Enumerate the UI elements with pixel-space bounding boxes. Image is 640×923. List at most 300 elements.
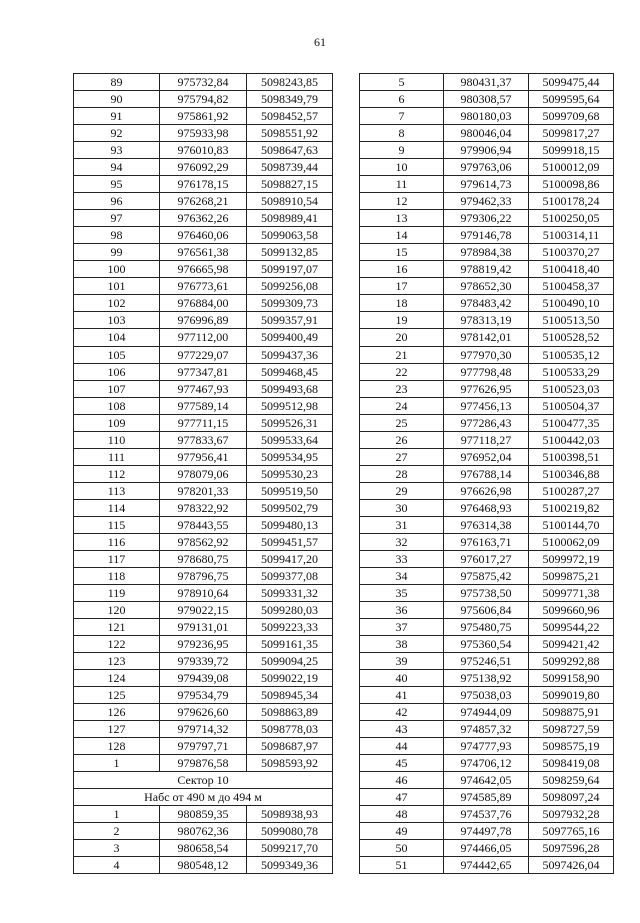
section-header-row bbox=[74, 772, 333, 789]
y-coordinate-cell: 5098739,44 bbox=[247, 159, 333, 176]
x-coordinate-cell: 977956,41 bbox=[160, 448, 247, 465]
point-number-cell: 123 bbox=[74, 653, 160, 670]
x-coordinate-cell: 974497,78 bbox=[444, 823, 529, 840]
y-coordinate-cell: 5098875,91 bbox=[529, 704, 614, 721]
table-row bbox=[360, 670, 614, 687]
y-coordinate-cell: 5100533,29 bbox=[529, 363, 614, 380]
x-coordinate-cell: 976010,83 bbox=[160, 142, 247, 159]
x-coordinate-cell: 975038,03 bbox=[444, 687, 529, 704]
point-number-cell: 102 bbox=[74, 295, 160, 312]
y-coordinate-cell: 5098687,97 bbox=[247, 738, 333, 755]
table-row bbox=[360, 619, 614, 636]
table-row bbox=[360, 584, 614, 601]
y-coordinate-cell: 5099972,19 bbox=[529, 550, 614, 567]
y-coordinate-cell: 5098551,92 bbox=[247, 125, 333, 142]
table-row bbox=[74, 380, 333, 397]
x-coordinate-cell: 974442,65 bbox=[444, 857, 529, 874]
x-coordinate-cell: 977229,07 bbox=[160, 346, 247, 363]
table-row bbox=[74, 840, 333, 857]
table-row bbox=[360, 823, 614, 840]
x-coordinate-cell: 977456,13 bbox=[444, 397, 529, 414]
x-coordinate-cell: 978680,75 bbox=[160, 550, 247, 567]
table-row bbox=[360, 74, 614, 91]
point-number-cell: 97 bbox=[74, 210, 160, 227]
table-row bbox=[74, 653, 333, 670]
table-row bbox=[74, 210, 333, 227]
point-number-cell: 110 bbox=[74, 431, 160, 448]
point-number-cell: 46 bbox=[360, 772, 444, 789]
table-row bbox=[360, 261, 614, 278]
point-number-cell: 116 bbox=[74, 533, 160, 550]
x-coordinate-cell: 979876,58 bbox=[160, 755, 247, 772]
x-coordinate-cell: 980180,03 bbox=[444, 108, 529, 125]
point-number-cell: 95 bbox=[74, 176, 160, 193]
x-coordinate-cell: 974706,12 bbox=[444, 755, 529, 772]
x-coordinate-cell: 980658,54 bbox=[160, 840, 247, 857]
x-coordinate-cell: 976884,00 bbox=[160, 295, 247, 312]
y-coordinate-cell: 5099875,21 bbox=[529, 567, 614, 584]
table-row bbox=[360, 857, 614, 874]
y-coordinate-cell: 5100370,27 bbox=[529, 244, 614, 261]
x-coordinate-cell: 975875,42 bbox=[444, 567, 529, 584]
point-number-cell: 38 bbox=[360, 636, 444, 653]
y-coordinate-cell: 5100314,11 bbox=[529, 227, 614, 244]
point-number-cell: 107 bbox=[74, 380, 160, 397]
page-number: 61 bbox=[314, 35, 326, 49]
y-coordinate-cell: 5100250,05 bbox=[529, 210, 614, 227]
point-number-cell: 24 bbox=[360, 397, 444, 414]
y-coordinate-cell: 5099493,68 bbox=[247, 380, 333, 397]
y-coordinate-cell: 5099595,64 bbox=[529, 91, 614, 108]
x-coordinate-cell: 978483,42 bbox=[444, 295, 529, 312]
x-coordinate-cell: 977112,00 bbox=[160, 329, 247, 346]
point-number-cell: 35 bbox=[360, 584, 444, 601]
point-number-cell: 50 bbox=[360, 840, 444, 857]
x-coordinate-cell: 974944,09 bbox=[444, 704, 529, 721]
table-row bbox=[74, 431, 333, 448]
x-coordinate-cell: 979763,06 bbox=[444, 159, 529, 176]
table-row bbox=[74, 159, 333, 176]
point-number-cell: 96 bbox=[74, 193, 160, 210]
y-coordinate-cell: 5099660,96 bbox=[529, 601, 614, 618]
y-coordinate-cell: 5099437,36 bbox=[247, 346, 333, 363]
x-coordinate-cell: 979534,79 bbox=[160, 687, 247, 704]
point-number-cell: 1 bbox=[74, 806, 160, 823]
x-coordinate-cell: 977711,15 bbox=[160, 414, 247, 431]
x-coordinate-cell: 976092,29 bbox=[160, 159, 247, 176]
point-number-cell: 37 bbox=[360, 619, 444, 636]
x-coordinate-cell: 974857,32 bbox=[444, 721, 529, 738]
table-row bbox=[74, 261, 333, 278]
table-row bbox=[74, 465, 333, 482]
y-coordinate-cell: 5097596,28 bbox=[529, 840, 614, 857]
y-coordinate-cell: 5100287,27 bbox=[529, 482, 614, 499]
y-coordinate-cell: 5099526,31 bbox=[247, 414, 333, 431]
x-coordinate-cell: 977626,95 bbox=[444, 380, 529, 397]
y-coordinate-cell: 5098727,59 bbox=[529, 721, 614, 738]
x-coordinate-cell: 980046,04 bbox=[444, 125, 529, 142]
y-coordinate-cell: 5098575,19 bbox=[529, 738, 614, 755]
y-coordinate-cell: 5099309,73 bbox=[247, 295, 333, 312]
table-row bbox=[74, 414, 333, 431]
x-coordinate-cell: 974777,93 bbox=[444, 738, 529, 755]
x-coordinate-cell: 977347,81 bbox=[160, 363, 247, 380]
y-coordinate-cell: 5099519,50 bbox=[247, 482, 333, 499]
table-row bbox=[74, 448, 333, 465]
y-coordinate-cell: 5100144,70 bbox=[529, 516, 614, 533]
table-row bbox=[360, 499, 614, 516]
table-row bbox=[74, 670, 333, 687]
y-coordinate-cell: 5097765,16 bbox=[529, 823, 614, 840]
table-row bbox=[360, 465, 614, 482]
x-coordinate-cell: 978322,92 bbox=[160, 499, 247, 516]
table-row bbox=[74, 567, 333, 584]
table-row bbox=[74, 687, 333, 704]
table-row bbox=[74, 74, 333, 91]
y-coordinate-cell: 5099417,20 bbox=[247, 550, 333, 567]
x-coordinate-cell: 978142,01 bbox=[444, 329, 529, 346]
table-row bbox=[360, 278, 614, 295]
table-row bbox=[74, 738, 333, 755]
x-coordinate-cell: 977118,27 bbox=[444, 431, 529, 448]
y-coordinate-cell: 5099022,19 bbox=[247, 670, 333, 687]
y-coordinate-cell: 5100490,10 bbox=[529, 295, 614, 312]
y-coordinate-cell: 5099480,13 bbox=[247, 516, 333, 533]
y-coordinate-cell: 5099451,57 bbox=[247, 533, 333, 550]
table-row bbox=[74, 857, 333, 874]
table-row bbox=[360, 210, 614, 227]
y-coordinate-cell: 5100219,82 bbox=[529, 499, 614, 516]
y-coordinate-cell: 5099080,78 bbox=[247, 823, 333, 840]
x-coordinate-cell: 979462,33 bbox=[444, 193, 529, 210]
x-coordinate-cell: 979146,78 bbox=[444, 227, 529, 244]
x-coordinate-cell: 978562,92 bbox=[160, 533, 247, 550]
point-number-cell: 2 bbox=[74, 823, 160, 840]
table-row bbox=[74, 227, 333, 244]
y-coordinate-cell: 5099223,33 bbox=[247, 619, 333, 636]
table-row bbox=[360, 448, 614, 465]
x-coordinate-cell: 980431,37 bbox=[444, 74, 529, 91]
y-coordinate-cell: 5100178,24 bbox=[529, 193, 614, 210]
table-row bbox=[74, 278, 333, 295]
point-number-cell: 16 bbox=[360, 261, 444, 278]
x-coordinate-cell: 978652,30 bbox=[444, 278, 529, 295]
point-number-cell: 28 bbox=[360, 465, 444, 482]
y-coordinate-cell: 5097932,28 bbox=[529, 806, 614, 823]
y-coordinate-cell: 5099331,32 bbox=[247, 584, 333, 601]
y-coordinate-cell: 5098593,92 bbox=[247, 755, 333, 772]
y-coordinate-cell: 5099292,88 bbox=[529, 653, 614, 670]
x-coordinate-cell: 980308,57 bbox=[444, 91, 529, 108]
table-row bbox=[74, 125, 333, 142]
y-coordinate-cell: 5097426,04 bbox=[529, 857, 614, 874]
point-number-cell: 98 bbox=[74, 227, 160, 244]
table-row bbox=[360, 567, 614, 584]
x-coordinate-cell: 977286,43 bbox=[444, 414, 529, 431]
x-coordinate-cell: 974642,05 bbox=[444, 772, 529, 789]
table-row bbox=[360, 704, 614, 721]
table-row bbox=[360, 380, 614, 397]
y-coordinate-cell: 5098863,89 bbox=[247, 704, 333, 721]
point-number-cell: 121 bbox=[74, 619, 160, 636]
point-number-cell: 120 bbox=[74, 601, 160, 618]
point-number-cell: 122 bbox=[74, 636, 160, 653]
table-row bbox=[360, 755, 614, 772]
y-coordinate-cell: 5098778,03 bbox=[247, 721, 333, 738]
table-row bbox=[74, 619, 333, 636]
y-coordinate-cell: 5098827,15 bbox=[247, 176, 333, 193]
table-row bbox=[74, 176, 333, 193]
point-number-cell: 106 bbox=[74, 363, 160, 380]
x-coordinate-cell: 977798,48 bbox=[444, 363, 529, 380]
point-number-cell: 23 bbox=[360, 380, 444, 397]
x-coordinate-cell: 975138,92 bbox=[444, 670, 529, 687]
y-coordinate-cell: 5099475,44 bbox=[529, 74, 614, 91]
point-number-cell: 36 bbox=[360, 601, 444, 618]
y-coordinate-cell: 5099534,95 bbox=[247, 448, 333, 465]
table-row bbox=[360, 108, 614, 125]
point-number-cell: 125 bbox=[74, 687, 160, 704]
table-row bbox=[74, 704, 333, 721]
point-number-cell: 92 bbox=[74, 125, 160, 142]
table-row bbox=[74, 721, 333, 738]
y-coordinate-cell: 5100418,40 bbox=[529, 261, 614, 278]
coordinates-table-right bbox=[359, 73, 614, 874]
x-coordinate-cell: 976468,93 bbox=[444, 499, 529, 516]
x-coordinate-cell: 980548,12 bbox=[160, 857, 247, 874]
point-number-cell: 1 bbox=[74, 755, 160, 772]
point-number-cell: 8 bbox=[360, 125, 444, 142]
point-number-cell: 43 bbox=[360, 721, 444, 738]
table-row bbox=[360, 346, 614, 363]
point-number-cell: 93 bbox=[74, 142, 160, 159]
point-number-cell: 105 bbox=[74, 346, 160, 363]
y-coordinate-cell: 5098349,79 bbox=[247, 91, 333, 108]
x-coordinate-cell: 978910,64 bbox=[160, 584, 247, 601]
x-coordinate-cell: 976561,38 bbox=[160, 244, 247, 261]
table-row bbox=[74, 482, 333, 499]
table-row bbox=[360, 431, 614, 448]
x-coordinate-cell: 979714,32 bbox=[160, 721, 247, 738]
table-row bbox=[360, 414, 614, 431]
x-coordinate-cell: 978313,19 bbox=[444, 312, 529, 329]
y-coordinate-cell: 5099357,91 bbox=[247, 312, 333, 329]
table-row bbox=[360, 397, 614, 414]
table-row bbox=[360, 329, 614, 346]
point-number-cell: 17 bbox=[360, 278, 444, 295]
y-coordinate-cell: 5098647,63 bbox=[247, 142, 333, 159]
y-coordinate-cell: 5099530,23 bbox=[247, 465, 333, 482]
point-number-cell: 31 bbox=[360, 516, 444, 533]
table-row bbox=[74, 108, 333, 125]
y-coordinate-cell: 5099063,58 bbox=[247, 227, 333, 244]
point-number-cell: 128 bbox=[74, 738, 160, 755]
point-number-cell: 6 bbox=[360, 91, 444, 108]
point-number-cell: 91 bbox=[74, 108, 160, 125]
table-row bbox=[74, 636, 333, 653]
x-coordinate-cell: 975732,84 bbox=[160, 74, 247, 91]
y-coordinate-cell: 5099771,38 bbox=[529, 584, 614, 601]
y-coordinate-cell: 5098419,08 bbox=[529, 755, 614, 772]
table-row bbox=[360, 91, 614, 108]
table-row bbox=[74, 91, 333, 108]
point-number-cell: 34 bbox=[360, 567, 444, 584]
x-coordinate-cell: 976460,06 bbox=[160, 227, 247, 244]
table-row bbox=[360, 550, 614, 567]
y-coordinate-cell: 5098097,24 bbox=[529, 789, 614, 806]
point-number-cell: 19 bbox=[360, 312, 444, 329]
x-coordinate-cell: 976268,21 bbox=[160, 193, 247, 210]
y-coordinate-cell: 5099132,85 bbox=[247, 244, 333, 261]
x-coordinate-cell: 977467,93 bbox=[160, 380, 247, 397]
x-coordinate-cell: 978443,55 bbox=[160, 516, 247, 533]
y-coordinate-cell: 5100504,37 bbox=[529, 397, 614, 414]
point-number-cell: 12 bbox=[360, 193, 444, 210]
y-coordinate-cell: 5099502,79 bbox=[247, 499, 333, 516]
table-row bbox=[360, 482, 614, 499]
point-number-cell: 108 bbox=[74, 397, 160, 414]
y-coordinate-cell: 5099544,22 bbox=[529, 619, 614, 636]
point-number-cell: 30 bbox=[360, 499, 444, 516]
table-row bbox=[74, 601, 333, 618]
point-number-cell: 48 bbox=[360, 806, 444, 823]
point-number-cell: 100 bbox=[74, 261, 160, 278]
table-row bbox=[74, 823, 333, 840]
point-number-cell: 4 bbox=[74, 857, 160, 874]
x-coordinate-cell: 979626,60 bbox=[160, 704, 247, 721]
y-coordinate-cell: 5098452,57 bbox=[247, 108, 333, 125]
table-row bbox=[74, 142, 333, 159]
x-coordinate-cell: 979614,73 bbox=[444, 176, 529, 193]
x-coordinate-cell: 975360,54 bbox=[444, 636, 529, 653]
point-number-cell: 49 bbox=[360, 823, 444, 840]
point-number-cell: 51 bbox=[360, 857, 444, 874]
point-number-cell: 115 bbox=[74, 516, 160, 533]
x-coordinate-cell: 976017,27 bbox=[444, 550, 529, 567]
y-coordinate-cell: 5100098,86 bbox=[529, 176, 614, 193]
x-coordinate-cell: 977833,67 bbox=[160, 431, 247, 448]
table-row bbox=[360, 159, 614, 176]
point-number-cell: 89 bbox=[74, 74, 160, 91]
table-row bbox=[74, 312, 333, 329]
y-coordinate-cell: 5099468,45 bbox=[247, 363, 333, 380]
table-row bbox=[360, 789, 614, 806]
y-coordinate-cell: 5098243,85 bbox=[247, 74, 333, 91]
point-number-cell: 99 bbox=[74, 244, 160, 261]
table-row bbox=[360, 125, 614, 142]
point-number-cell: 21 bbox=[360, 346, 444, 363]
x-coordinate-cell: 976362,26 bbox=[160, 210, 247, 227]
point-number-cell: 47 bbox=[360, 789, 444, 806]
point-number-cell: 26 bbox=[360, 431, 444, 448]
point-number-cell: 40 bbox=[360, 670, 444, 687]
x-coordinate-cell: 974466,05 bbox=[444, 840, 529, 857]
y-coordinate-cell: 5099158,90 bbox=[529, 670, 614, 687]
y-coordinate-cell: 5099817,27 bbox=[529, 125, 614, 142]
point-number-cell: 7 bbox=[360, 108, 444, 125]
table-row bbox=[74, 329, 333, 346]
table-row bbox=[360, 193, 614, 210]
section-subtitle: Набс от 490 м до 494 м bbox=[74, 789, 333, 806]
point-number-cell: 10 bbox=[360, 159, 444, 176]
x-coordinate-cell: 975861,92 bbox=[160, 108, 247, 125]
table-row bbox=[360, 601, 614, 618]
point-number-cell: 15 bbox=[360, 244, 444, 261]
x-coordinate-cell: 980859,35 bbox=[160, 806, 247, 823]
x-coordinate-cell: 979797,71 bbox=[160, 738, 247, 755]
x-coordinate-cell: 975933,98 bbox=[160, 125, 247, 142]
x-coordinate-cell: 974585,89 bbox=[444, 789, 529, 806]
point-number-cell: 114 bbox=[74, 499, 160, 516]
x-coordinate-cell: 979131,01 bbox=[160, 619, 247, 636]
point-number-cell: 117 bbox=[74, 550, 160, 567]
x-coordinate-cell: 976788,14 bbox=[444, 465, 529, 482]
point-number-cell: 42 bbox=[360, 704, 444, 721]
y-coordinate-cell: 5100346,88 bbox=[529, 465, 614, 482]
x-coordinate-cell: 974537,76 bbox=[444, 806, 529, 823]
x-coordinate-cell: 977970,30 bbox=[444, 346, 529, 363]
point-number-cell: 124 bbox=[74, 670, 160, 687]
x-coordinate-cell: 976626,98 bbox=[444, 482, 529, 499]
y-coordinate-cell: 5100535,12 bbox=[529, 346, 614, 363]
y-coordinate-cell: 5100458,37 bbox=[529, 278, 614, 295]
x-coordinate-cell: 979439,08 bbox=[160, 670, 247, 687]
point-number-cell: 118 bbox=[74, 567, 160, 584]
x-coordinate-cell: 978984,38 bbox=[444, 244, 529, 261]
point-number-cell: 109 bbox=[74, 414, 160, 431]
point-number-cell: 18 bbox=[360, 295, 444, 312]
table-row bbox=[74, 363, 333, 380]
table-row bbox=[360, 772, 614, 789]
y-coordinate-cell: 5099512,98 bbox=[247, 397, 333, 414]
point-number-cell: 14 bbox=[360, 227, 444, 244]
x-coordinate-cell: 979022,15 bbox=[160, 601, 247, 618]
table-row bbox=[74, 499, 333, 516]
table-row bbox=[360, 312, 614, 329]
table-row bbox=[74, 516, 333, 533]
y-coordinate-cell: 5099400,49 bbox=[247, 329, 333, 346]
point-number-cell: 94 bbox=[74, 159, 160, 176]
point-number-cell: 45 bbox=[360, 755, 444, 772]
table-row bbox=[360, 363, 614, 380]
x-coordinate-cell: 979236,95 bbox=[160, 636, 247, 653]
point-number-cell: 111 bbox=[74, 448, 160, 465]
y-coordinate-cell: 5100513,50 bbox=[529, 312, 614, 329]
table-row bbox=[360, 295, 614, 312]
table-row bbox=[360, 176, 614, 193]
point-number-cell: 90 bbox=[74, 91, 160, 108]
table-row bbox=[360, 244, 614, 261]
y-coordinate-cell: 5098945,34 bbox=[247, 687, 333, 704]
point-number-cell: 103 bbox=[74, 312, 160, 329]
table-row bbox=[360, 142, 614, 159]
x-coordinate-cell: 975738,50 bbox=[444, 584, 529, 601]
x-coordinate-cell: 977589,14 bbox=[160, 397, 247, 414]
table-row bbox=[74, 397, 333, 414]
y-coordinate-cell: 5098989,41 bbox=[247, 210, 333, 227]
point-number-cell: 9 bbox=[360, 142, 444, 159]
point-number-cell: 126 bbox=[74, 704, 160, 721]
point-number-cell: 113 bbox=[74, 482, 160, 499]
y-coordinate-cell: 5099197,07 bbox=[247, 261, 333, 278]
table-row bbox=[74, 346, 333, 363]
y-coordinate-cell: 5099256,08 bbox=[247, 278, 333, 295]
table-row bbox=[74, 193, 333, 210]
y-coordinate-cell: 5098938,93 bbox=[247, 806, 333, 823]
x-coordinate-cell: 979306,22 bbox=[444, 210, 529, 227]
x-coordinate-cell: 975794,82 bbox=[160, 91, 247, 108]
x-coordinate-cell: 980762,36 bbox=[160, 823, 247, 840]
